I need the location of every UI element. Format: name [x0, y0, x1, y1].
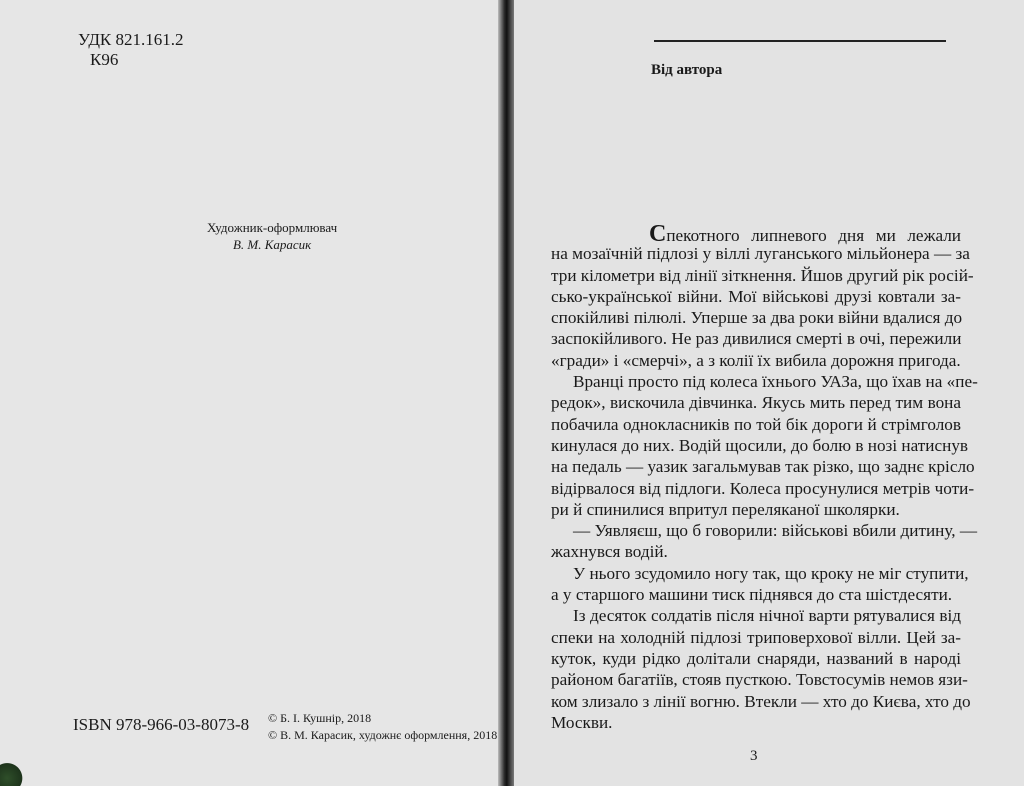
text-line: спокійливі пілюлі. Уперше за два роки війни вдалися до [551, 308, 963, 328]
text-line: «гради» і «смерчі», а з колії їх вибила дорожня пригода. [551, 350, 961, 370]
text-line: ри й спинилися впритул переляканої школярки. [551, 499, 900, 519]
copyright-block [268, 710, 497, 744]
body-text [551, 221, 978, 733]
text-line: ком злизало з лінії вогню. Втекли — хто до Києва, хто до [551, 691, 971, 711]
text-line: Спекотного липневого дня ми лежали [649, 221, 961, 247]
text-line: районом багатіїв, стояв пусткою. Товстосумів немов язи- [551, 670, 968, 690]
text-line: три кілометри від лінії зіткнення. Йшов другий рік росій- [551, 265, 974, 285]
text-line: сько-української війни. Мої військові друзі ковтали за- [551, 286, 961, 306]
chapter-heading: Від автора [651, 62, 723, 78]
text-line: Москви. [551, 712, 613, 732]
artist-name: В. М. Карасик [232, 237, 312, 252]
isbn: ISBN 978-966-03-8073-8 [73, 715, 250, 734]
text-line: відірвалося від підлоги. Колеса просунулися метрів чоти- [551, 478, 975, 498]
text-line: спеки на холодній підлозі триповерхової вілли. Цей за- [551, 627, 961, 647]
text-line: кинулася до них. Водій щосили, до болю в нозі натиснув [551, 435, 969, 455]
text-line: побачила однокласників по той бік дороги й стрімголов [551, 414, 961, 434]
drop-cap: С [649, 221, 667, 247]
udk-code: УДК 821.161.2 [78, 30, 184, 49]
text-line: на педаль — уазик загальмував так різко, що заднє крісло [551, 457, 975, 477]
text-line: а у старшого машини тиск піднявся до ста шістдесяти. [551, 585, 953, 605]
plant-leaf-corner [0, 760, 24, 786]
text-line: У нього зсудомило ногу так, що кроку не міг ступити, [573, 563, 969, 583]
text-line: на мозаїчній підлозі у віллі луганського мільйонера — за [551, 244, 970, 264]
artist-credit [207, 219, 337, 253]
heading-rule [654, 40, 946, 42]
page-number: 3 [750, 748, 758, 764]
book-gutter [498, 0, 514, 786]
copyright-design: © В. М. Карасик, художнє оформлення, 2018 [268, 728, 498, 742]
author-code: К96 [90, 50, 119, 69]
text-line: жахнувся водій. [551, 542, 668, 562]
left-page [0, 0, 500, 786]
artist-label: Художник-оформлювач [207, 220, 338, 235]
text-line: редок», вискочила дівчинка. Якусь мить перед тим вона [551, 393, 961, 413]
text-line: Із десяток солдатів після нічної варти рятувалися від [573, 606, 961, 626]
udk-block [78, 30, 184, 70]
text-line: заспокійливого. Не раз дивилися смерті в очі, пережили [551, 329, 962, 349]
text-line: куток, куди рідко долітали снаряди, названий в народі [551, 648, 961, 668]
copyright-author: © Б. І. Кушнір, 2018 [268, 711, 372, 725]
text-line: — Уявляєш, що б говорили: військові вбили дитину, — [573, 521, 978, 541]
text-line: Вранці просто під колеса їхнього УАЗа, що їхав на «пе- [573, 372, 978, 392]
